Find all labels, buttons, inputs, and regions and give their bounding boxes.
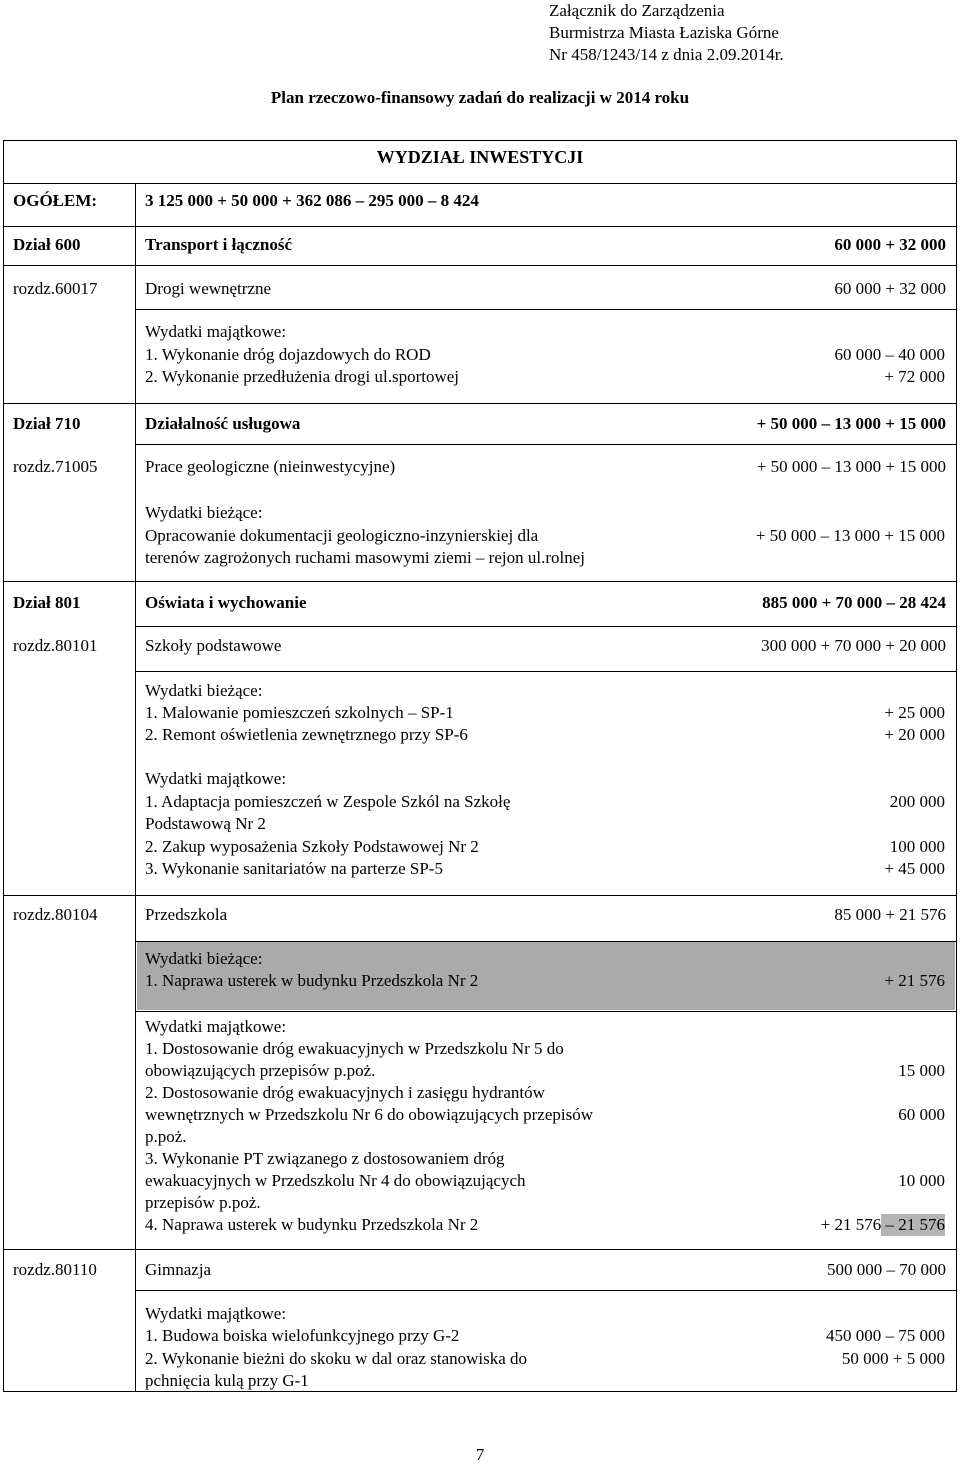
expense-section-label: Wydatki majątkowe:	[145, 322, 287, 341]
total-label: OGÓŁEM:	[13, 191, 98, 210]
section-name-600: Transport i łączność	[145, 235, 293, 254]
item-amount: + 21 576	[884, 971, 945, 990]
section-code-600: Dział 600	[13, 235, 81, 254]
expense-section-label: Wydatki majątkowe:	[145, 1017, 287, 1036]
chapter-amount-60017: 60 000 + 32 000	[834, 279, 946, 298]
item-amount-part: + 21 576	[820, 1215, 882, 1234]
item-text-line: 2. Wykonanie bieżni do skoku w dal oraz stanowiska do	[145, 1349, 528, 1368]
item-amount: + 20 000	[884, 725, 945, 744]
expense-section-label: Wydatki bieżące:	[145, 949, 263, 968]
row-divider	[135, 1011, 956, 1012]
row-divider	[135, 1290, 956, 1291]
item-text-line: Opracowanie dokumentacji geologiczno-inzynierskiej dla	[145, 526, 539, 545]
plan-title: Plan rzeczowo-finansowy zadań do realizacji w 2014 roku	[270, 88, 690, 107]
section-amount-710: + 50 000 – 13 000 + 15 000	[756, 414, 946, 433]
row-divider	[4, 1249, 956, 1250]
item-amount	[821, 1214, 945, 1236]
item-text-line: Podstawową Nr 2	[145, 814, 266, 833]
row-divider	[4, 265, 956, 266]
chapter-name-71005: Prace geologiczne (nieinwestycyjne)	[145, 457, 396, 476]
item-text-line: przepisów p.poż.	[145, 1193, 261, 1212]
item-text: 2. Remont oświetlenia zewnętrznego przy SP-6	[145, 725, 468, 744]
item-amount: 15 000	[898, 1061, 945, 1080]
chapter-code-80104: rozdz.80104	[13, 905, 98, 924]
annex-line-2: Burmistrza Miasta Łaziska Górne	[549, 23, 779, 42]
item-text-line: 1. Adaptacja pomieszczeń w Zespole Szkól na Szkołę	[145, 792, 511, 811]
item-text: 2. Wykonanie przedłużenia drogi ul.sportowej	[145, 367, 460, 386]
row-divider	[4, 895, 956, 896]
department-title: WYDZIAŁ INWESTYCJI	[376, 147, 584, 167]
item-amount: 10 000	[898, 1171, 945, 1190]
item-text: 1. Malowanie pomieszczeń szkolnych – SP-1	[145, 703, 454, 722]
row-divider	[135, 671, 956, 672]
annex-header	[549, 0, 784, 66]
row-divider	[4, 183, 956, 184]
item-amount-struck: – 21 576	[885, 1215, 945, 1234]
row-divider	[135, 309, 956, 310]
column-divider	[135, 184, 136, 1391]
row-divider	[135, 444, 956, 445]
expense-section-label: Wydatki bieżące:	[145, 503, 263, 522]
item-text-line: obowiązujących przepisów p.poż.	[145, 1061, 376, 1080]
list-item	[145, 1082, 945, 1148]
list-item	[145, 970, 945, 992]
item-amount: 60 000 – 40 000	[834, 345, 945, 364]
item-text: 1. Naprawa usterek w budynku Przedszkola Nr 2	[145, 971, 479, 990]
chapter-code-80101: rozdz.80101	[13, 636, 98, 655]
list-item	[145, 791, 945, 835]
item-amount: 200 000	[889, 792, 945, 811]
section-amount-801: 885 000 + 70 000 – 28 424	[762, 593, 946, 612]
item-text-line: wewnętrznych w Przedszkolu Nr 6 do obowiązujących przepisów	[145, 1105, 593, 1124]
annex-line-3: Nr 458/1243/14 z dnia 2.09.2014r.	[549, 45, 784, 64]
section-name-801: Oświata i wychowanie	[145, 593, 307, 612]
list-item	[145, 1325, 945, 1347]
chapter-code-71005: rozdz.71005	[13, 457, 98, 476]
item-text-line: 2. Dostosowanie dróg ewakuacyjnych i zasięgu hydrantów	[145, 1083, 545, 1102]
item-text-line: pchnięcia kulą przy G-1	[145, 1371, 309, 1390]
item-text-line: 3. Wykonanie PT związanego z dostosowaniem dróg	[145, 1149, 505, 1168]
item-text: 2. Zakup wyposażenia Szkoły Podstawowej Nr 2	[145, 837, 479, 856]
chapter-name-80101: Szkoły podstawowe	[145, 636, 282, 655]
chapter-name-60017: Drogi wewnętrzne	[145, 279, 272, 298]
row-divider	[4, 226, 956, 227]
item-amount: 450 000 – 75 000	[826, 1326, 945, 1345]
total-value: 3 125 000 + 50 000 + 362 086 – 295 000 – 8 424	[145, 191, 479, 210]
item-amount: 100 000	[889, 837, 945, 856]
item-text: 3. Wykonanie sanitariatów na parterze SP-5	[145, 859, 443, 878]
row-divider	[4, 581, 956, 582]
item-amount: + 45 000	[884, 859, 945, 878]
list-item	[145, 344, 945, 366]
row-divider	[4, 403, 956, 404]
item-text-line: 1. Dostosowanie dróg ewakuacyjnych w Przedszkolu Nr 5 do	[145, 1039, 564, 1058]
expense-section-label: Wydatki majątkowe:	[145, 769, 287, 788]
chapter-amount-71005: + 50 000 – 13 000 + 15 000	[756, 457, 946, 476]
chapter-name-80110: Gimnazja	[145, 1260, 212, 1279]
list-item	[145, 724, 945, 746]
item-text-line: p.poż.	[145, 1127, 187, 1146]
chapter-code-60017: rozdz.60017	[13, 279, 98, 298]
chapter-code-80110: rozdz.80110	[13, 1260, 97, 1279]
row-divider	[135, 626, 956, 627]
item-amount: 50 000 + 5 000	[841, 1349, 945, 1368]
expense-section-label: Wydatki majątkowe:	[145, 1304, 287, 1323]
section-name-710: Działalność usługowa	[145, 414, 301, 433]
section-code-710: Dział 710	[13, 414, 81, 433]
list-item	[145, 702, 945, 724]
item-text: 1. Budowa boiska wielofunkcyjnego przy G-2	[145, 1326, 460, 1345]
item-amount: + 72 000	[884, 367, 945, 386]
budget-table	[3, 140, 957, 1392]
list-item	[145, 1348, 945, 1392]
item-text: 4. Naprawa usterek w budynku Przedszkola Nr 2	[145, 1215, 479, 1234]
item-text-line: ewakuacyjnych w Przedszkolu Nr 4 do obowiązujących	[145, 1171, 526, 1190]
item-amount: + 50 000 – 13 000 + 15 000	[755, 526, 945, 545]
expense-section-label: Wydatki bieżące:	[145, 681, 263, 700]
section-code-801: Dział 801	[13, 593, 81, 612]
chapter-amount-80110: 500 000 – 70 000	[827, 1260, 946, 1279]
section-amount-600: 60 000 + 32 000	[834, 235, 946, 254]
chapter-amount-80101: 300 000 + 70 000 + 20 000	[761, 636, 946, 655]
item-text: 1. Wykonanie dróg dojazdowych do ROD	[145, 345, 431, 364]
list-item	[145, 366, 945, 388]
chapter-name-80104: Przedszkola	[145, 905, 228, 924]
list-item	[145, 1038, 945, 1082]
list-item	[145, 836, 945, 858]
item-text-line: terenów zagrożonych ruchami masowymi ziemi – rejon ul.rolnej	[145, 548, 585, 567]
item-amount: 60 000	[898, 1105, 945, 1124]
item-amount: + 25 000	[884, 703, 945, 722]
list-item	[145, 858, 945, 880]
list-item	[145, 1214, 945, 1236]
page-number: 7	[475, 1445, 485, 1464]
list-item	[145, 1148, 945, 1214]
chapter-amount-80104: 85 000 + 21 576	[834, 905, 946, 924]
annex-line-1: Załącznik do Zarządzenia	[549, 1, 725, 20]
list-item	[145, 525, 945, 569]
